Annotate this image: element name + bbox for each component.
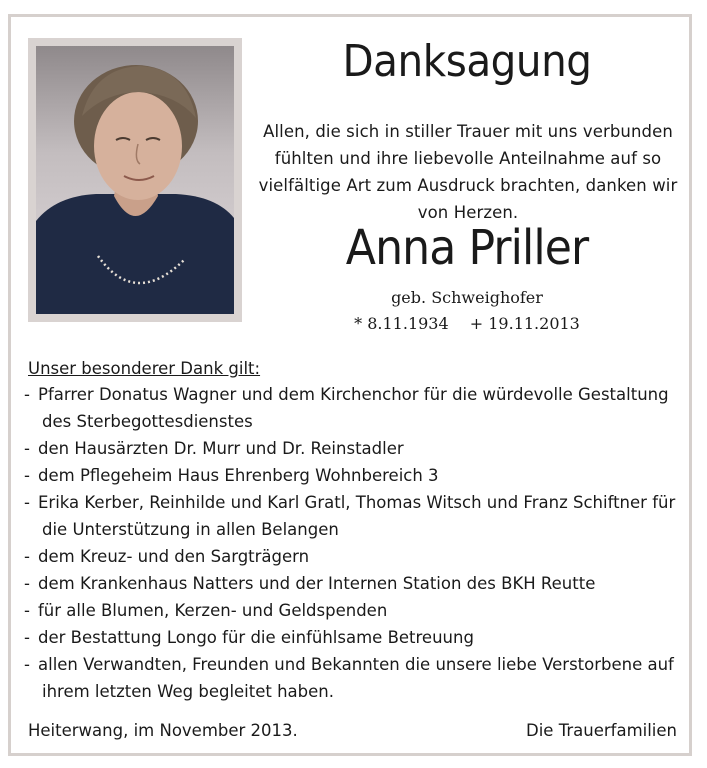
thanks-item: - den Hausärzten Dr. Murr und Dr. Reinstadler	[24, 439, 404, 458]
thanks-item: - Pfarrer Donatus Wagner und dem Kirchenchor für die würdevolle Gestaltung des Sterbegottesdienstes	[24, 385, 669, 431]
thanks-list	[24, 381, 684, 705]
thanks-item: - allen Verwandten, Freunden und Bekannten die unsere liebe Verstorbene auf ihrem letzten Weg begleitet haben.	[24, 655, 674, 701]
intro-text: Allen, die sich in stiller Trauer mit uns verbunden fühlten und ihre liebevolle Anteilnahme auf so vielfältige Art zum Ausdruck brachten, danken wir von Herzen.	[258, 122, 678, 222]
signature: Die Trauerfamilien	[526, 721, 677, 740]
thanks-item: - für alle Blumen, Kerzen- und Geldspenden	[24, 601, 388, 620]
life-dates	[262, 314, 672, 334]
thanks-item: - Erika Kerber, Reinhilde und Karl Gratl, Thomas Witsch und Franz Schiftner für die Unterstützung in allen Belangen	[24, 493, 676, 539]
deceased-name: Anna Priller	[345, 220, 589, 276]
thanks-item: - der Bestattung Longo für die einfühlsame Betreuung	[24, 628, 474, 647]
portrait-illustration	[36, 46, 234, 314]
thanks-item: - dem Krankenhaus Natters und der Internen Station des BKH Reutte	[24, 574, 596, 593]
maiden-name: geb. Schweighofer	[391, 288, 543, 307]
portrait-photo	[36, 46, 234, 314]
portrait-frame	[28, 38, 242, 322]
notice-title: Danksagung	[342, 36, 592, 87]
birth-date: * 8.11.1934	[354, 314, 449, 333]
death-date: + 19.11.2013	[469, 314, 580, 333]
thanks-heading: Unser besonderer Dank gilt:	[28, 359, 261, 378]
thanks-item: - dem Pflegeheim Haus Ehrenberg Wohnbereich 3	[24, 466, 439, 485]
thanks-item: - dem Kreuz- und den Sargträgern	[24, 547, 310, 566]
place-date: Heiterwang, im November 2013.	[28, 721, 298, 740]
